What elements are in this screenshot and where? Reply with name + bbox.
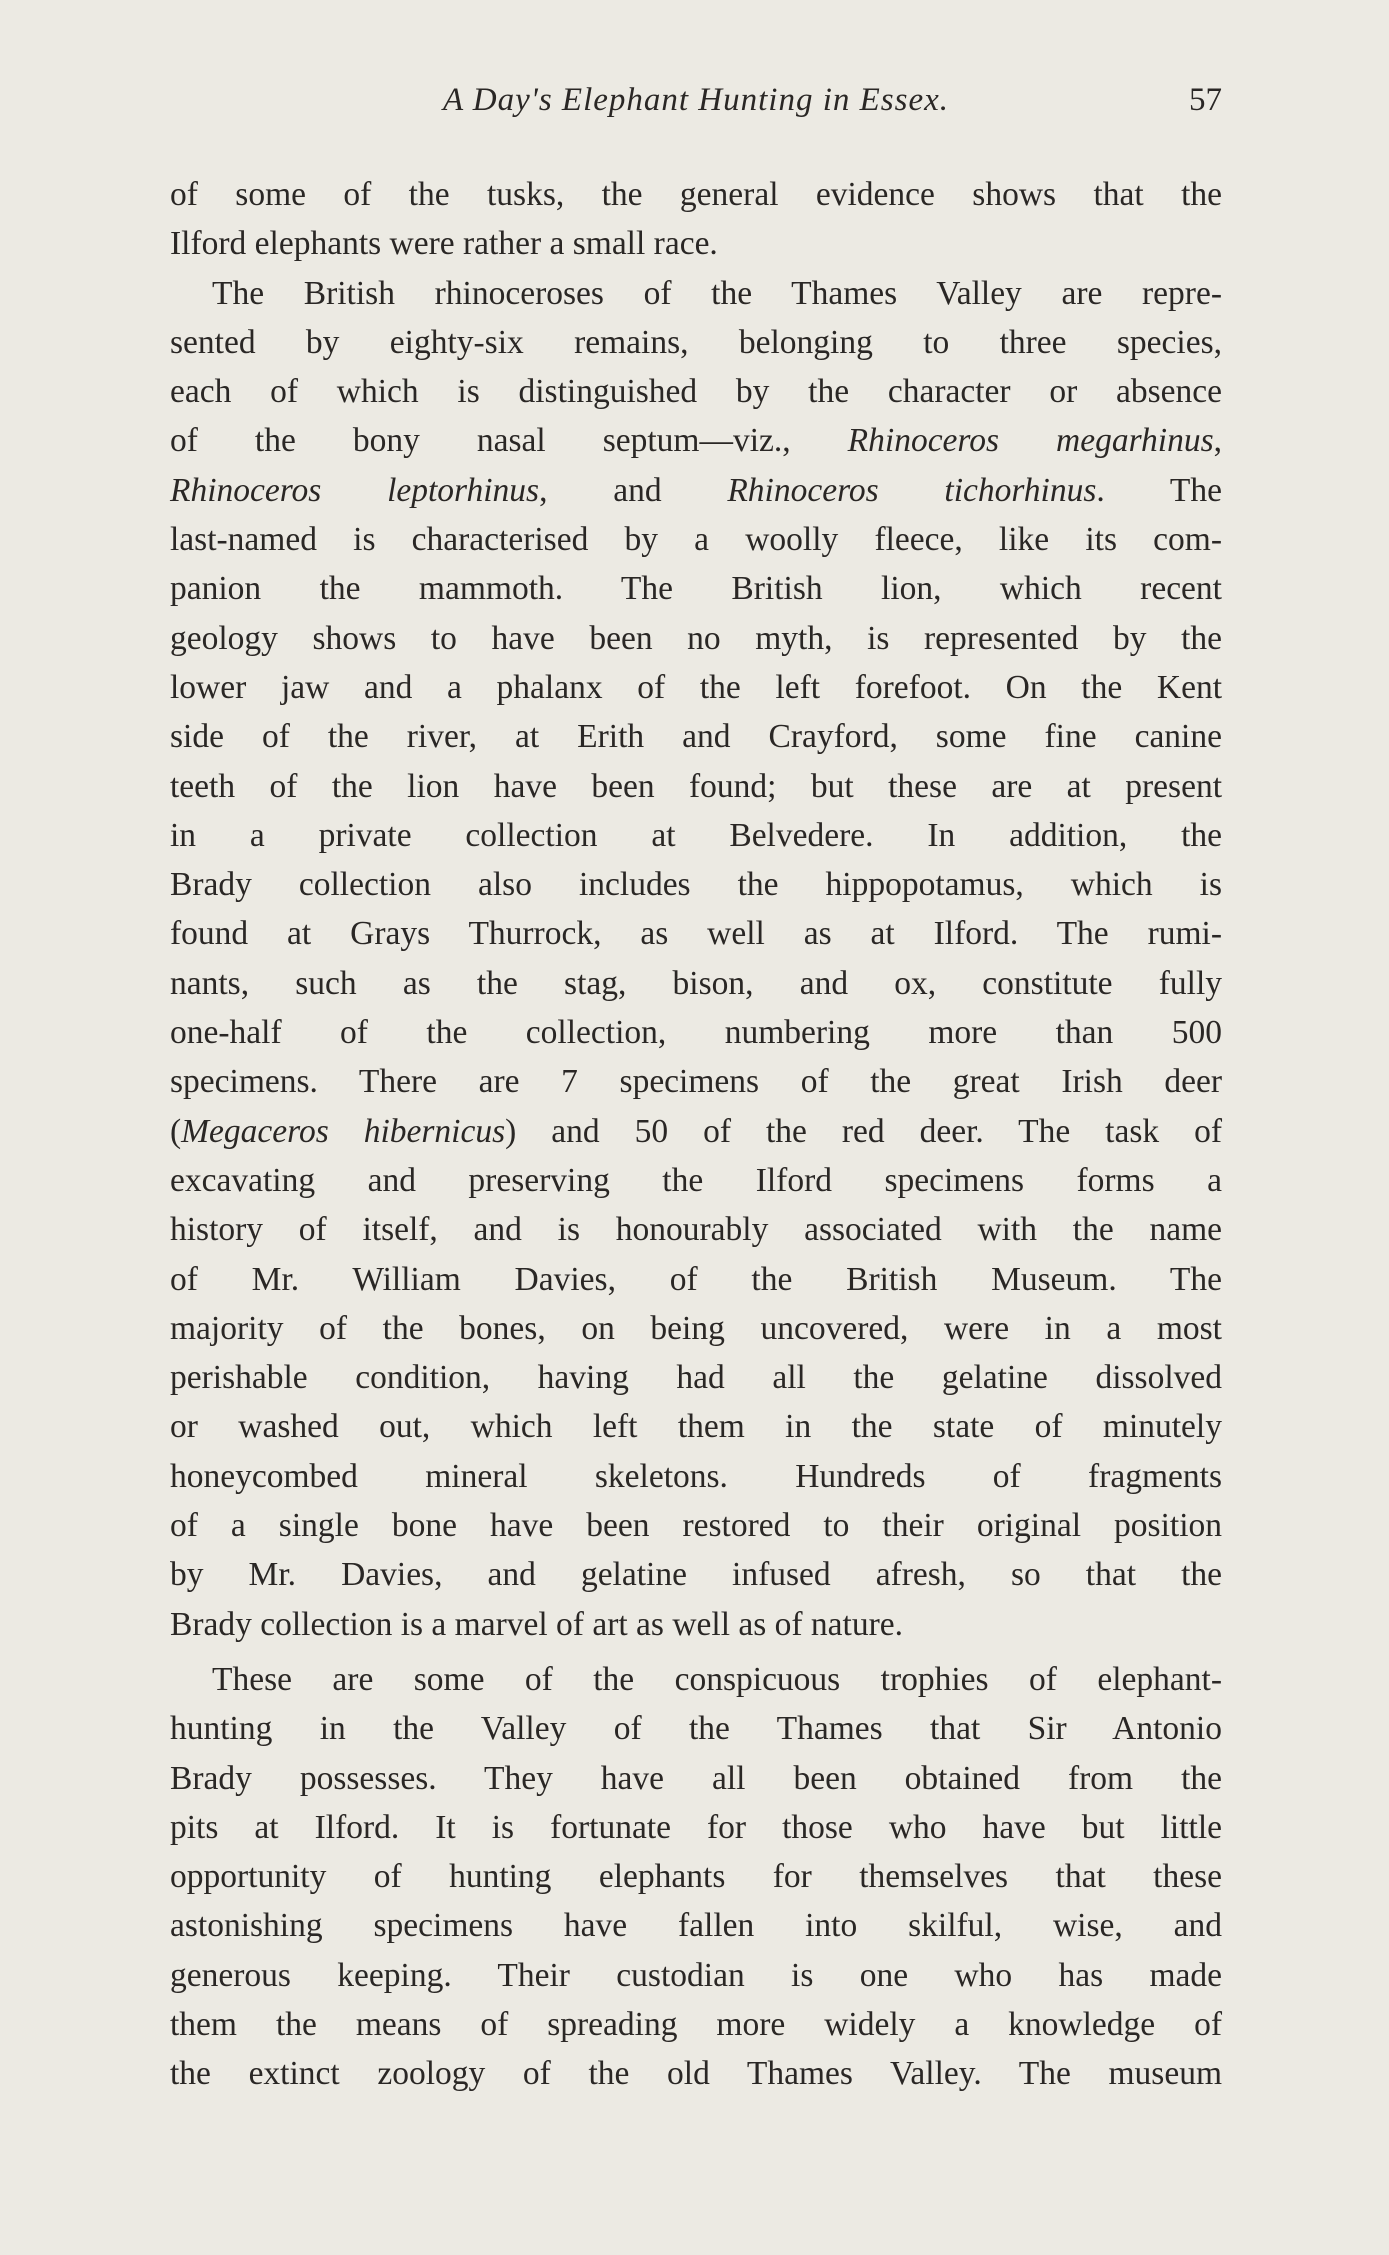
text-line: perishable condition, having had all the gelatine dissolved xyxy=(170,1359,1222,1397)
text-line: Brady possesses. They have all been obtained from the xyxy=(170,1759,1222,1797)
text-line: generous keeping. Their custodian is one who has made xyxy=(170,1956,1222,1994)
text-line: side of the river, at Erith and Crayford, some fine canine xyxy=(170,718,1222,756)
text-line: The British rhinoceroses of the Thames Valley are repre- xyxy=(212,274,1222,312)
text-line: hunting in the Valley of the Thames that Sir Antonio xyxy=(170,1710,1222,1748)
text-line: majority of the bones, on being uncovered, were in a most xyxy=(170,1309,1222,1347)
text-line: excavating and preserving the Ilford specimens forms a xyxy=(170,1161,1222,1199)
text-line: of a single bone have been restored to their original position xyxy=(170,1507,1222,1545)
text-line: Brady collection is a marvel of art as well as of nature. xyxy=(170,1605,904,1643)
text-line: geology shows to have been no myth, is represented by the xyxy=(170,619,1222,657)
text-line: astonishing specimens have fallen into skilful, wise, and xyxy=(170,1907,1222,1945)
text-line: nants, such as the stag, bison, and ox, constitute fully xyxy=(170,964,1222,1002)
text-line: history of itself, and is honourably associated with the name xyxy=(170,1211,1222,1249)
text-line: in a private collection at Belvedere. In addition, the xyxy=(170,816,1222,854)
text-line: them the means of spreading more widely a knowledge of xyxy=(170,2005,1222,2043)
text-line: one-half of the collection, numbering more than 500 xyxy=(170,1014,1222,1052)
text-line: panion the mammoth. The British lion, which recent xyxy=(170,570,1222,608)
text-line: specimens. There are 7 specimens of the great Irish deer xyxy=(170,1063,1222,1101)
text-line: Ilford elephants were rather a small race. xyxy=(170,225,718,263)
text-line: lower jaw and a phalanx of the left forefoot. On the Kent xyxy=(170,668,1222,706)
text-line: each of which is distinguished by the character or absence xyxy=(170,373,1222,411)
text-line: of some of the tusks, the general evidence shows that the xyxy=(170,176,1222,213)
page-number: 57 xyxy=(1189,82,1222,118)
text-line: These are some of the conspicuous trophies of elephant- xyxy=(212,1660,1222,1698)
text-line: Brady collection also includes the hippopotamus, which is xyxy=(170,866,1222,904)
text-line: opportunity of hunting elephants for themselves that these xyxy=(170,1858,1222,1896)
text-line: pits at Ilford. It is fortunate for those who have but little xyxy=(170,1808,1222,1846)
running-title: A Day's Elephant Hunting in Essex. xyxy=(442,82,950,118)
text-line: of the bony nasal septum—viz., Rhinoceros megarhinus, xyxy=(170,422,1222,460)
text-line: (Megaceros hibernicus) and 50 of the red deer. The task of xyxy=(170,1112,1222,1150)
text-line: found at Grays Thurrock, as well as at Ilford. The rumi- xyxy=(170,915,1222,953)
text-line: the extinct zoology of the old Thames Valley. The museum xyxy=(170,2055,1222,2093)
page-header xyxy=(170,82,1222,132)
text-line: teeth of the lion have been found; but these are at present xyxy=(170,767,1222,805)
text-line: Rhinoceros leptorhinus, and Rhinoceros tichorhinus. The xyxy=(170,471,1222,509)
text-line: or washed out, which left them in the state of minutely xyxy=(170,1408,1222,1446)
text-line: sented by eighty-six remains, belonging to three species, xyxy=(170,323,1222,361)
body-text xyxy=(170,170,1222,2099)
text-line: last-named is characterised by a woolly fleece, like its com- xyxy=(170,521,1222,559)
text-line: honeycombed mineral skeletons. Hundreds of fragments xyxy=(170,1457,1222,1495)
text-line: of Mr. William Davies, of the British Museum. The xyxy=(170,1260,1222,1298)
text-line: by Mr. Davies, and gelatine infused afresh, so that the xyxy=(170,1556,1222,1594)
